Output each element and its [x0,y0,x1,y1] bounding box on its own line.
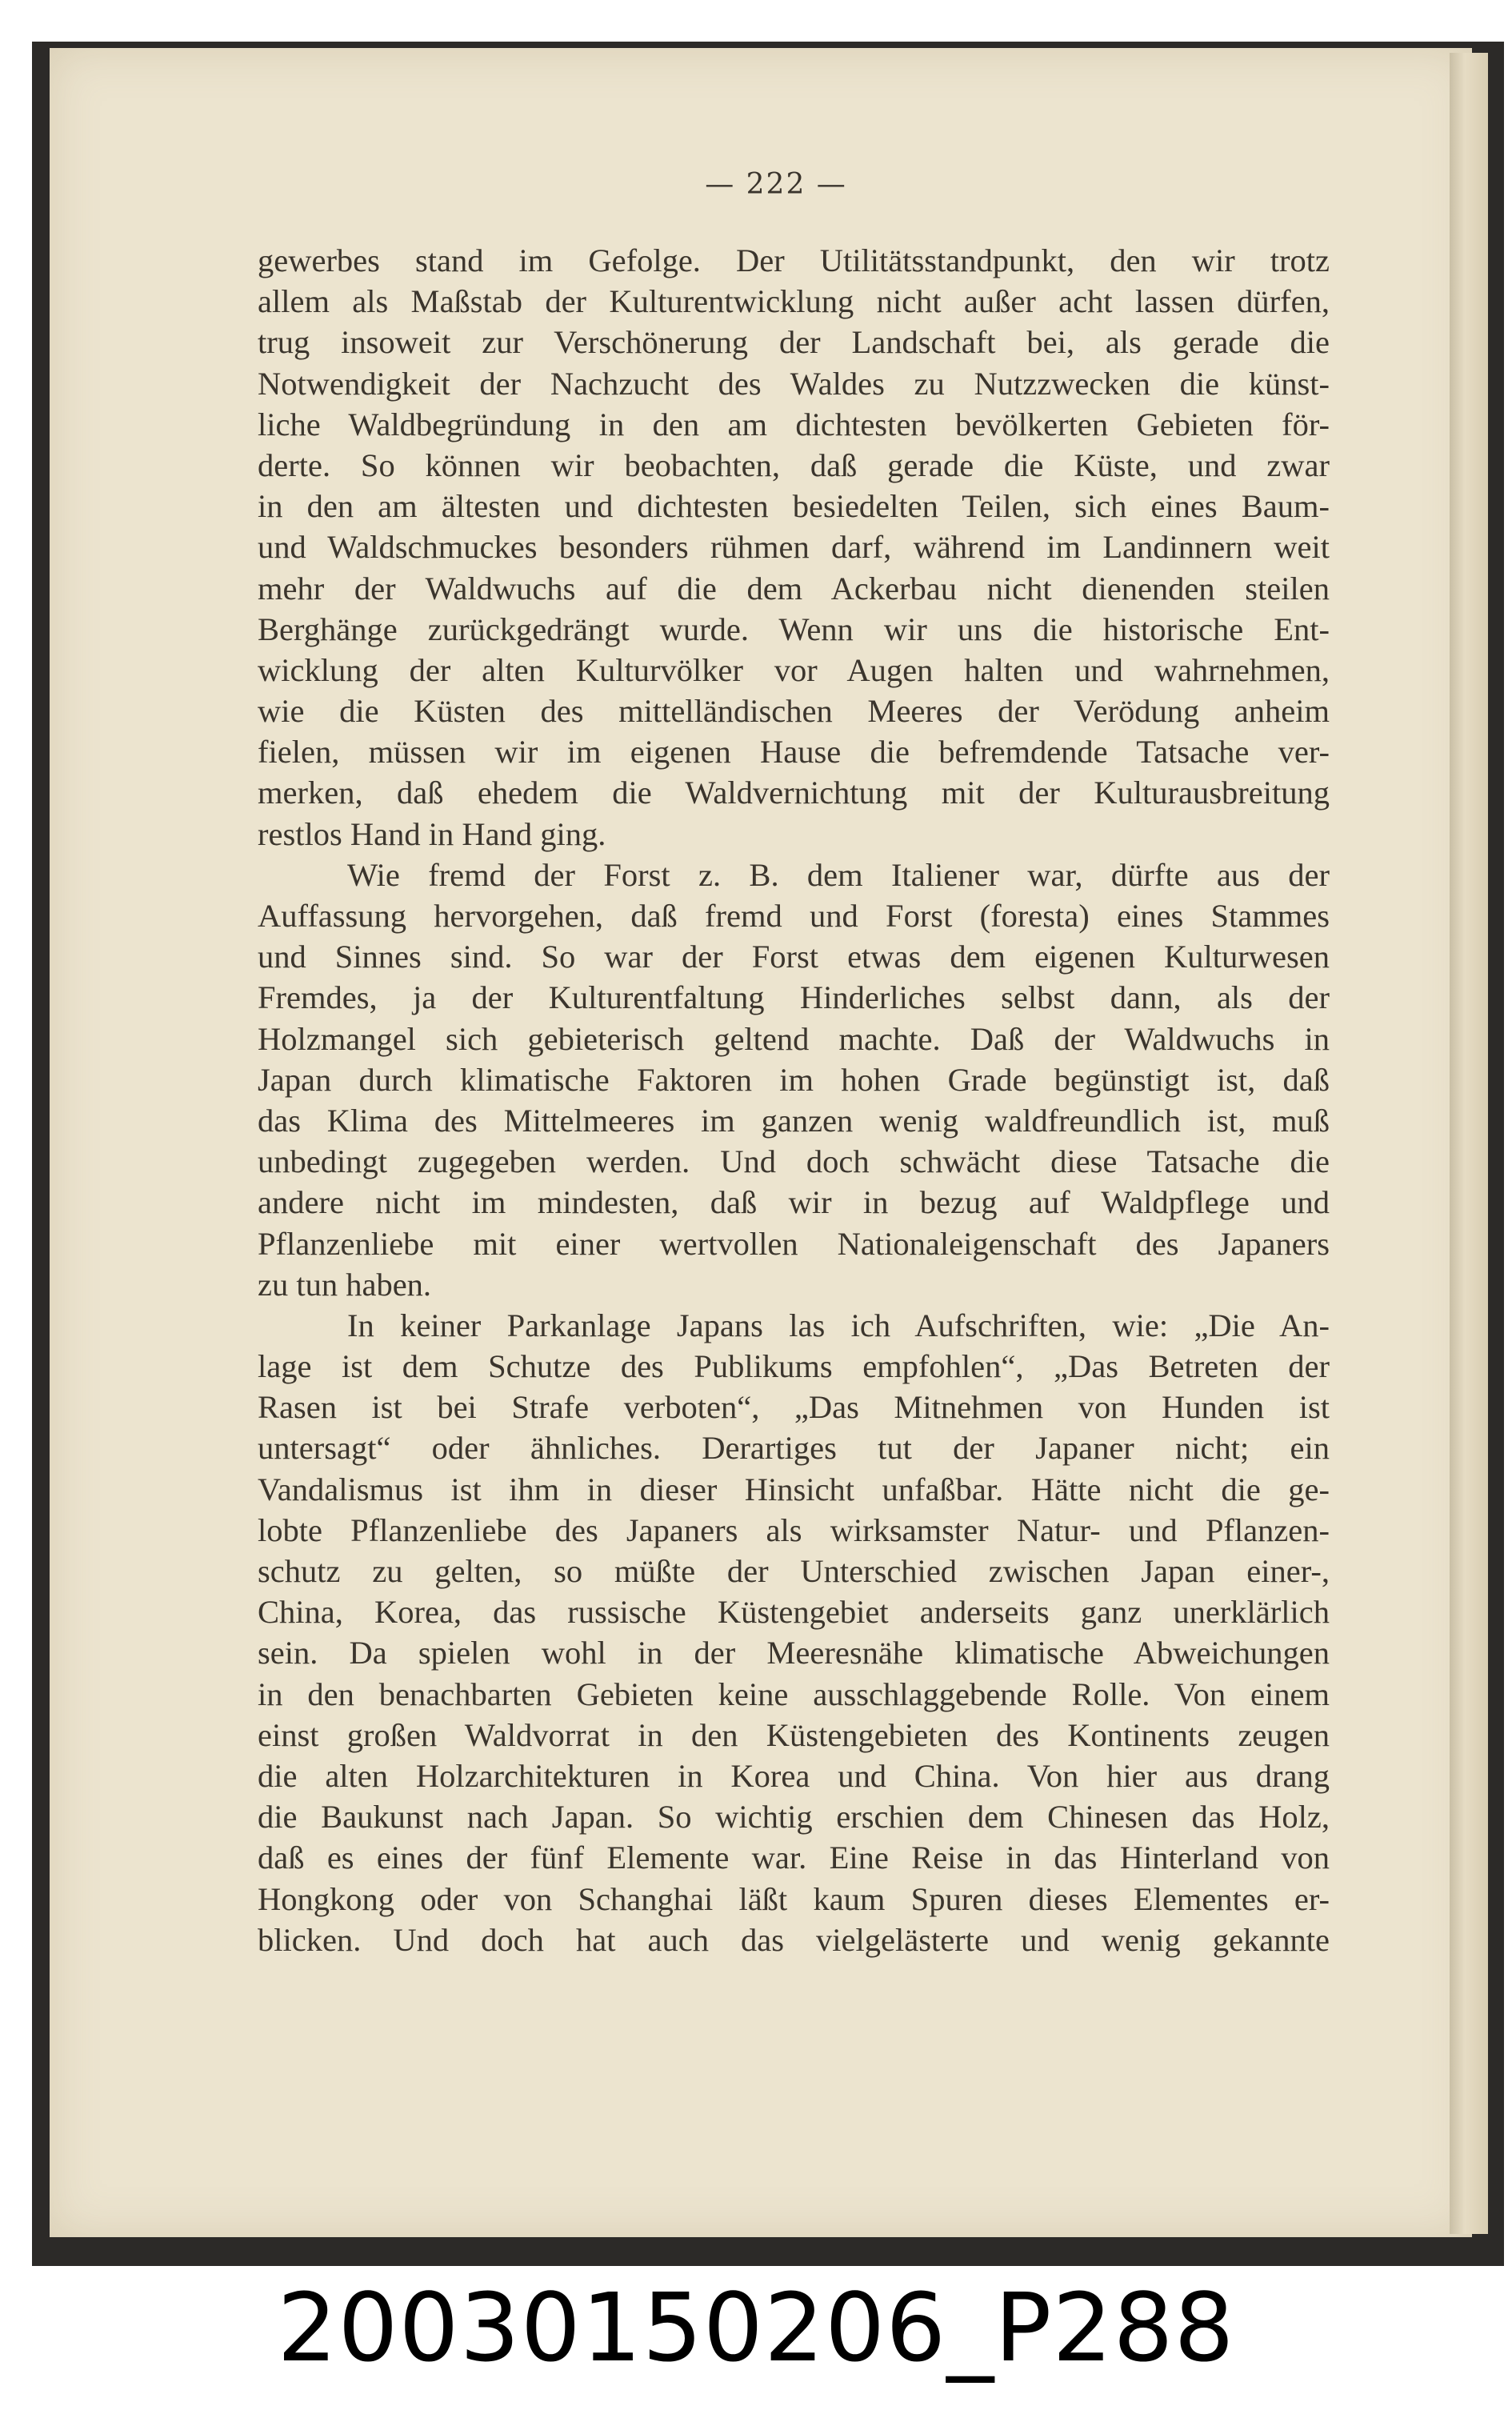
text-line: trug insoweit zur Verschönerung der Landschaft bei, als gerade die [258,324,1330,361]
text-line: untersagt“ oder ähnliches. Derartiges tut der Japaner nicht; ein [258,1430,1330,1467]
text-line: mehr der Waldwuchs auf die dem Ackerbau nicht dienenden steilen [258,570,1330,607]
text-line: und Sinnes sind. So war der Forst etwas dem eigenen Kulturwesen [258,939,1330,975]
text-line: und Waldschmuckes besonders rühmen darf, während im Landinnern weit [258,529,1330,566]
text-line: In keiner Parkanlage Japans las ich Aufschriften, wie: „Die An- [347,1307,1330,1343]
text-line: blicken. Und doch hat auch das vielgelästerte und wenig gekannte [258,1921,1330,1958]
text-line: lage ist dem Schutze des Publikums empfohlen“, „Das Betreten der [258,1348,1330,1385]
text-line: zu tun haben. [258,1266,432,1303]
page-number: — 222 — [705,168,847,201]
text-line: die alten Holzarchitekturen in Korea und China. Von hier aus drang [258,1757,1330,1794]
text-line: in den benachbarten Gebieten keine ausschlaggebende Rolle. Von einem [258,1675,1330,1712]
text-line: wicklung der alten Kulturvölker vor Augen halten und wahrnehmen, [258,651,1330,688]
text-line: Pflanzenliebe mit einer wertvollen Nationaleigenschaft des Japaners [258,1225,1330,1262]
text-line: Holzmangel sich gebieterisch geltend machte. Daß der Waldwuchs in [258,1020,1330,1057]
text-line: Vandalismus ist ihm in dieser Hinsicht unfaßbar. Hätte nicht die ge- [258,1471,1330,1507]
text-line: wie die Küsten des mittelländischen Meeres der Verödung anheim [258,693,1330,730]
text-line: einst großen Waldvorrat in den Küstengebieten des Kontinents zeugen [258,1716,1330,1753]
text-line: allem als Maßstab der Kulturentwicklung nicht außer acht lassen dürfen, [258,283,1330,320]
text-line: sein. Da spielen wohl in der Meeresnähe klimatische Abweichungen [258,1635,1330,1671]
text-line: derte. So können wir beobachten, daß gerade die Küste, und zwar [258,446,1330,483]
scan-identifier: 20030150206_P288 [277,2272,1235,2383]
text-line: China, Korea, das russische Küstengebiet anderseits ganz unerklärlich [258,1594,1330,1631]
text-line: Hongkong oder von Schanghai läßt kaum Spuren dieses Elementes er- [258,1880,1330,1917]
text-line: daß es eines der fünf Elemente war. Eine Reise in das Hinterland von [258,1840,1330,1876]
text-line: andere nicht im mindesten, daß wir in bezug auf Waldpflege und [258,1184,1330,1221]
text-line: schutz zu gelten, so müßte der Unterschied zwischen Japan einer-, [258,1553,1330,1589]
text-line: Japan durch klimatische Faktoren im hohen Grade begünstigt ist, daß [258,1061,1330,1098]
text-line: gewerbes stand im Gefolge. Der Utilitätsstandpunkt, den wir trotz [258,242,1330,278]
text-line: unbedingt zugegeben werden. Und doch schwächt diese Tatsache die [258,1143,1330,1180]
page-edge [1450,53,1488,2234]
body-text [258,240,1330,1960]
text-line: Auffassung hervorgehen, daß fremd und Forst (foresta) eines Stammes [258,898,1330,934]
text-line: das Klima des Mittelmeeres im ganzen wenig waldfreundlich ist, muß [258,1102,1330,1139]
text-line: Fremdes, ja der Kulturentfaltung Hinderliches selbst dann, als der [258,979,1330,1016]
text-line: in den am ältesten und dichtesten besiedelten Teilen, sich eines Baum- [258,488,1330,525]
text-line: fielen, müssen wir im eigenen Hause die befremdende Tatsache ver- [258,734,1330,771]
text-line: Wie fremd der Forst z. B. dem Italiener war, dürfte aus der [347,856,1330,893]
text-line: liche Waldbegründung in den am dichtesten bevölkerten Gebieten för- [258,406,1330,442]
text-line: restlos Hand in Hand ging. [258,815,606,852]
text-line: merken, daß ehedem die Waldvernichtung mit der Kulturausbreitung [258,775,1330,811]
text-line: lobte Pflanzenliebe des Japaners als wirksamster Natur- und Pflanzen- [258,1511,1330,1548]
text-line: Berghänge zurückgedrängt wurde. Wenn wir uns die historische Ent- [258,611,1330,647]
text-line: Notwendigkeit der Nachzucht des Waldes zu Nutzzwecken die künst- [258,365,1330,402]
text-line: Rasen ist bei Strafe verboten“, „Das Mitnehmen von Hunden ist [258,1389,1330,1426]
text-line: die Baukunst nach Japan. So wichtig erschien dem Chinesen das Holz, [258,1799,1330,1836]
